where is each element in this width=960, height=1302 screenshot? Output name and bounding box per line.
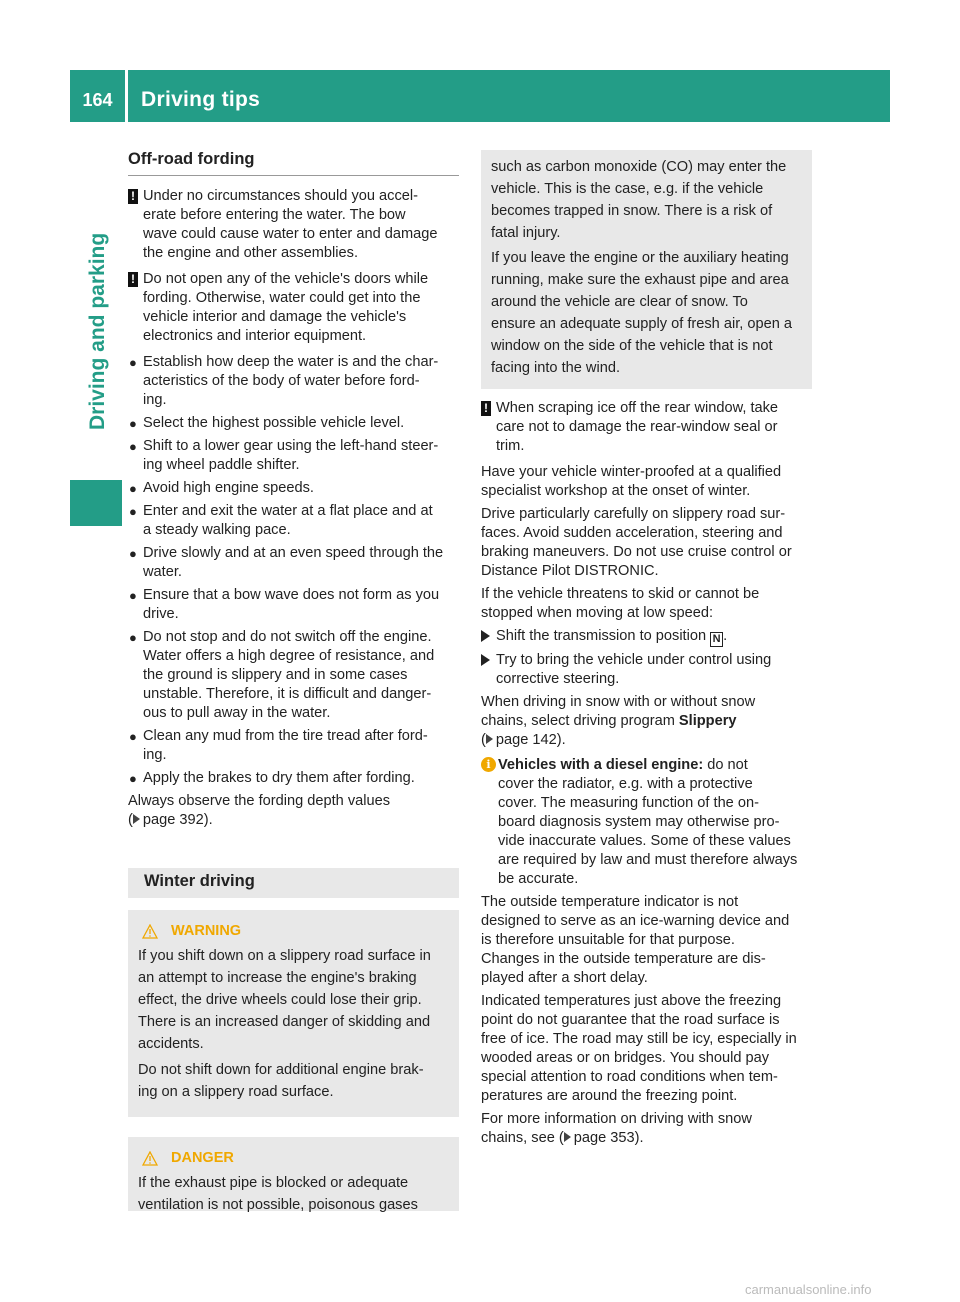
warning-title bbox=[138, 920, 449, 942]
bullet-item bbox=[128, 414, 459, 433]
notice-text: Do not open any of the vehicle's doors while fording. Otherwise, water could get into the vehicle interior and damage the vehicle's electronics and interior equipment. bbox=[143, 271, 429, 344]
warning-label: WARNING bbox=[171, 923, 242, 939]
left-column bbox=[128, 150, 459, 1211]
page-number: 164 bbox=[82, 90, 113, 110]
step-arrow-icon bbox=[481, 654, 490, 666]
bullet-icon: ● bbox=[129, 355, 137, 370]
step-text: Try to bring the vehicle under control using corrective steering. bbox=[496, 652, 772, 687]
danger-triangle-icon bbox=[142, 1151, 158, 1166]
bullet-item bbox=[128, 727, 459, 765]
bullet-item bbox=[128, 544, 459, 582]
bullet-text: Establish how deep the water is and the char- acteristics of the body of water before ford- ing. bbox=[143, 354, 439, 408]
side-chapter-marker bbox=[70, 480, 122, 526]
bullet-icon: ● bbox=[129, 481, 137, 496]
snow-program-text: When driving in snow with or without snow chains, select driving program bbox=[481, 694, 756, 729]
notice-text: When scraping ice off the rear window, take care not to damage the rear-window seal or trim. bbox=[496, 400, 779, 454]
bullet-text: Enter and exit the water at a flat place and at a steady walking pace. bbox=[143, 503, 433, 538]
step-text: Shift the transmission to position bbox=[496, 628, 711, 644]
danger-title bbox=[138, 1147, 449, 1169]
info-note-title: Vehicles with a diesel engine: bbox=[498, 757, 704, 773]
snow-chains-paragraph bbox=[481, 1110, 812, 1148]
info-note-body bbox=[498, 756, 812, 889]
snow-chains-text: For more information on driving with snow chains, see ( bbox=[481, 1111, 752, 1146]
section-title-offroad: Off-road fording bbox=[128, 150, 459, 176]
notice-item bbox=[481, 399, 812, 456]
bullet-icon: ● bbox=[129, 416, 137, 431]
danger-text-continued: If you leave the engine or the auxiliary heating running, make sure the exhaust pipe and area around the vehicle are clear of snow. To ensure an adequate supply of fresh air, open a window on the side of the vehicle that is not facing into the wind. bbox=[491, 250, 793, 376]
bullet-item bbox=[128, 479, 459, 498]
page-ref-arrow-icon bbox=[486, 734, 493, 744]
page-ref-arrow-icon bbox=[564, 1132, 571, 1142]
page-ref-arrow-icon bbox=[133, 814, 140, 824]
info-icon: i bbox=[481, 757, 496, 772]
bullet-item bbox=[128, 769, 459, 788]
bullet-text: Drive slowly and at an even speed through the water. bbox=[143, 545, 444, 580]
fording-depth-text: Always observe the fording depth values bbox=[128, 793, 391, 809]
danger-text-continued: such as carbon monoxide (CO) may enter the vehicle. This is the case, e.g. if the vehicle becomes trapped in snow. There is a risk of fatal injury. bbox=[491, 159, 787, 241]
danger-box-continued bbox=[481, 150, 812, 389]
chapter-title: Driving tips bbox=[141, 88, 261, 111]
exclamation-icon: ! bbox=[128, 189, 138, 204]
fording-depth-paragraph: Always observe the fording depth values ( page 392). bbox=[128, 793, 391, 828]
step-text-suffix: . bbox=[723, 628, 728, 644]
bullet-icon: ● bbox=[129, 729, 137, 744]
page-reference-link[interactable]: page 142). bbox=[495, 732, 566, 748]
exclamation-icon: ! bbox=[128, 272, 138, 287]
bullet-text: Select the highest possible vehicle level. bbox=[143, 415, 405, 431]
bullet-text: Shift to a lower gear using the left-hand steer- ing wheel paddle shifter. bbox=[143, 438, 439, 473]
page-reference-link[interactable]: page 392). bbox=[142, 812, 213, 828]
paragraph: Drive particularly carefully on slippery road sur- faces. Avoid sudden acceleration, steering and braking maneuvers. Do not use cruise control or Distance Pilot DISTRONIC. bbox=[481, 506, 792, 579]
bullet-item bbox=[128, 353, 459, 410]
paragraph: Indicated temperatures just above the freezing point do not guarantee that the road surface is free of ice. The road may still be icy, especially in wooded areas or on bridges. You should pay special attention to road conditions when tem- peratures are around the freezing point. bbox=[481, 993, 797, 1104]
paragraph: The outside temperature indicator is not designed to serve as an ice-warning device and is therefore unsuitable for that purpose. Changes in the outside temperature are dis- played after a short delay. bbox=[481, 894, 790, 986]
bullet-icon: ● bbox=[129, 546, 137, 561]
right-column bbox=[481, 150, 812, 1152]
notice-item bbox=[128, 187, 459, 263]
notice-text: Under no circumstances should you accel- erate before entering the water. The bow wave could cause water to enter and damage the engine and other assemblies. bbox=[143, 188, 438, 261]
snow-program-paragraph: When driving in snow with or without snow chains, select driving program Slippery ( page 142). bbox=[481, 694, 756, 748]
watermark-text: carmanualsonline.info bbox=[745, 1282, 872, 1297]
step-arrow-icon bbox=[481, 630, 490, 642]
danger-box bbox=[128, 1137, 459, 1211]
danger-label: DANGER bbox=[171, 1150, 234, 1166]
bullet-icon: ● bbox=[129, 771, 137, 786]
paragraph: If the vehicle threatens to skid or cannot be stopped when moving at low speed: bbox=[481, 586, 760, 621]
warning-triangle-icon bbox=[142, 924, 158, 939]
exclamation-icon: ! bbox=[481, 401, 491, 416]
bullet-item bbox=[128, 586, 459, 624]
gear-n-icon: N bbox=[710, 632, 723, 647]
bullet-text: Apply the brakes to dry them after fording. bbox=[143, 770, 415, 786]
bullet-item bbox=[128, 437, 459, 475]
danger-text: If the exhaust pipe is blocked or adequate ventilation is not possible, poisonous gases bbox=[138, 1175, 418, 1213]
step-item bbox=[481, 651, 812, 689]
step-item bbox=[481, 627, 812, 647]
bullet-text: Clean any mud from the tire tread after ford- ing. bbox=[143, 728, 428, 763]
bullet-icon: ● bbox=[129, 439, 137, 454]
info-note-text: do not cover the radiator, e.g. with a protective cover. The measuring function of the on- board diagnosis system may otherwise pro- vide inaccurate values. Some of these values are required by law and must therefore always be accurate. bbox=[498, 757, 798, 887]
program-name: Slippery bbox=[678, 713, 737, 729]
paragraph: Have your vehicle winter-proofed at a qualified specialist workshop at the onset of winter. bbox=[481, 464, 782, 499]
notice-item bbox=[128, 270, 459, 346]
bullet-icon: ● bbox=[129, 630, 137, 645]
page-reference-link[interactable]: page 353). bbox=[573, 1130, 644, 1146]
warning-text: If you shift down on a slippery road surface in an attempt to increase the engine's braking effect, the drive wheels could lose their grip. There is an increased danger of skidding and accidents. bbox=[138, 948, 431, 1052]
section-title-winter: Winter driving bbox=[128, 868, 459, 898]
bullet-text: Avoid high engine speeds. bbox=[143, 480, 314, 496]
info-note bbox=[481, 756, 812, 889]
bullet-text: Do not stop and do not switch off the engine. Water offers a high degree of resistance, and the ground is slippery and in some cases unstable. Therefore, it is difficult and danger- ous to pull away in the water. bbox=[143, 629, 435, 721]
bullet-item bbox=[128, 502, 459, 540]
warning-box bbox=[128, 910, 459, 1117]
header-separator bbox=[125, 70, 128, 122]
warning-text: Do not shift down for additional engine brak- ing on a slippery road surface. bbox=[138, 1062, 424, 1100]
bullet-icon: ● bbox=[129, 588, 137, 603]
bullet-text: Ensure that a bow wave does not form as you drive. bbox=[143, 587, 440, 622]
side-chapter-label: Driving and parking bbox=[86, 232, 109, 430]
bullet-icon: ● bbox=[129, 504, 137, 519]
bullet-item bbox=[128, 628, 459, 723]
